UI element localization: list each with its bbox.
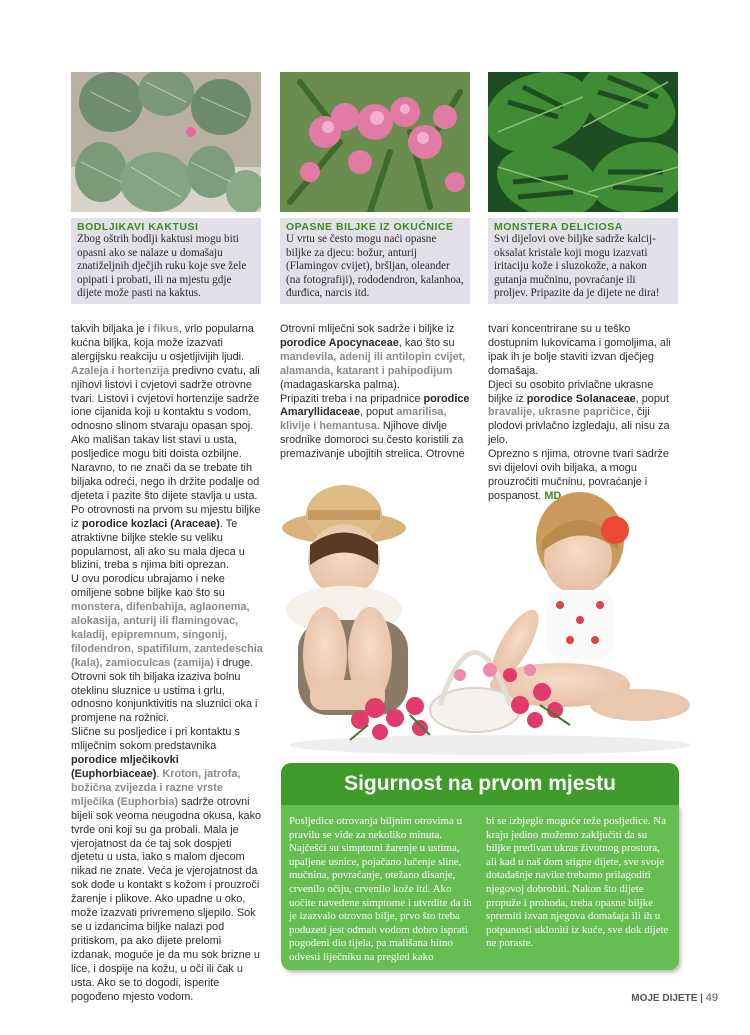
children-photo [280, 470, 700, 755]
paragraph [71, 726, 263, 1004]
text: Otrovni mliječni sok sadrže i biljke iz [280, 323, 455, 335]
safety-box-left-column: Posljedice otrovanja biljnim otrovima u pravilu se vide za nekoliko minuta. Najčešći su simptomi žarenje u ustima, upaljene usnice, pojačano lučenje sline, mučnina, povraćanje, otežano disanje, crvenilo očiju, crvenilo kože itd. Ako uočite navedene simptome i utvrdite da ih je izazvalo otrovno bilje, prvo što treba poduzeti jest odmah vodom dobro isprati pogođeni dio tijela, pa mališana hitno odvesti liječniku na pregled kako [289, 815, 472, 963]
highlight: monstera, difenbahija, aglaonema, alokasija, anturij ili flamingovac, kaladij, epipremnum, singonij, filodendron, spatifilum, zantedeschia (kala), zamioculcas (zamija) [71, 601, 263, 669]
text: Oprezno s njima, otrovne tvari sadrže svi dijelovi ovih biljaka, a mogu prouzročiti mučninu, povraćanje i pospanost. [488, 448, 669, 502]
text: Pripaziti treba i na pripadnice [280, 392, 424, 405]
oleander-photo [280, 72, 470, 212]
paragraph [280, 393, 470, 463]
text: (madagaskarska palma). [280, 378, 400, 391]
highlight: bravalije, ukrasne papričice [488, 406, 631, 419]
text: . [156, 768, 163, 780]
highlight: Kroton, jatrofa, božična zvijezda i razne vrste mlječika (Euphorbia) [71, 768, 241, 808]
article-column-2 [280, 323, 470, 462]
paragraph [71, 323, 263, 365]
highlight: mandevila, adenij ili antilopin cvijet, alamanda, katarant i pahipodijum [280, 350, 466, 377]
text: U ovu porodicu ubrajamo i neke omiljene sobne biljke kao što su [71, 573, 225, 600]
text: , vrlo popularna kućna biljka, koja može izazvati alergijsku reakciju u osjetljivijih ljudi. [71, 323, 254, 363]
safety-box-right-column: bi se izbjegle moguće teže posljedice. Na kraju jedino možemo zaključiti da su biljke predivan ukras životnog prostora, ali kad u naš dom stigne dijete, sve svoje dotadašnje navike trebamo prilagoditi njegovoj dobrobiti. Nakon što dijete propuže i prohoda, treba opasne biljke spremiti izvan njegova domašaja ili ih u potpunosti ukloniti iz kuće, sve dok dijete ne poraste. [486, 815, 669, 950]
bold-term: porodice Solanaceae [526, 392, 636, 405]
safety-box [281, 805, 679, 970]
page-footer [631, 992, 718, 1004]
paragraph [71, 504, 263, 574]
monstera-photo [488, 72, 678, 212]
text: , kao što su [398, 336, 455, 349]
text: sadrže otrovni bijeli sok veoma neugodna okusa, kako tvrde oni koji su ga probali. Mala je vjerojatnost da će taj sok dospjeti djetetu u usta, iako s malom djecom nikad ne znate. Veća je vjerojatnost da sok dođe u kontakt s kožom i prouzroči žarenje i plikove. Ako upadne u oko, može izazvati privremeno sljepilo. Sok se u izdancima biljke nalazi pod pritiskom, pa ako dijete prelomi izdanak, moguće je da mu sok brizne u lice, i dospije na kožu, u oči ili čak u usta. Ako se to dogodi, isperite pogođeno mjesto vodom. [71, 795, 262, 1003]
bold-term: porodice Apocynaceae [280, 336, 399, 349]
bold-term: porodice mlječikovki (Euphorbiaceae) [71, 754, 179, 780]
magazine-name: MOJE DIJETE [631, 993, 698, 1004]
caption-cactus [71, 218, 261, 304]
text: i druge. Otrovni sok tih biljaka izaziva bolnu oteklinu sluznice u ustima i grlu, odnosno konjunktivitis na sluznici oka i promjene na rožnici. [71, 656, 258, 725]
caption-text: Svi dijelovi ove biljke sadrže kalcij-oksalat kristale koji mogu izazvati iritaciju kože i sluzokože, a nakon gutanja mučninu, povraćanje ili proljev. Pripazite da je dijete ne dira! [494, 233, 660, 300]
text: Slične su posljedice i pri kontaktu s mliječnim sokom predstavnika [71, 726, 240, 753]
text: predivno cvatu, ali njihovi listovi i cvjetovi sadrže otrovne tvari. Listovi i cvjetovi hortenzije sadrže ione cijanida koji u kontaktu s vodom, odnosno slinom stvaraju opasan spoj. Ako mališan takav list stavi u usta, posljedice mogu biti doista ozbiljne. Naravno, to ne znači da se trebate tih biljaka odreći, nego ih držite podalje od djeteta i pazite što dijete stavlja u usta. [71, 364, 260, 502]
paragraph [71, 365, 263, 504]
caption-title: MONSTERA DELICIOSA [494, 221, 623, 233]
text: . Njihove divlje srodnike domoroci su često koristili za premazivanje ubojitih strelica. Otrovne [280, 420, 465, 461]
caption-text: U vrtu se često mogu naći opasne biljke za djecu: božur, anturij (Flamingov cvijet), bršljan, oleander (na fotografiji), rododendron, kalanhoa, đurđica, narcis itd. [286, 233, 464, 300]
paragraph [71, 573, 263, 726]
footer-divider: | [700, 993, 706, 1004]
text: , poput [359, 406, 397, 419]
caption-title: BODLJIKAVI KAKTUSI [77, 221, 199, 233]
text: . Te atraktivne biljke stekle su veliku popularnost, ali ako su mala djeca u blizini, treba s njima biti oprezan. [71, 517, 245, 572]
text: Po otrovnosti na prvom su mjestu biljke iz [71, 503, 261, 530]
bold-term: porodice kozlaci (Araceae) [81, 517, 220, 530]
text: Djeci su osobito privlačne ukrasne biljke iz [488, 378, 654, 405]
article-column-1 [71, 323, 263, 1004]
caption-title: OPASNE BILJKE IZ OKUĆNICE [286, 221, 454, 233]
paragraph [280, 323, 470, 393]
cactus-photo [71, 72, 261, 212]
highlight: amarilisa, klivije i hemantusa [280, 406, 447, 433]
author-signature: MD [544, 489, 562, 502]
highlight: fikus [153, 323, 179, 335]
paragraph [488, 379, 678, 449]
text: takvih biljaka je i [71, 323, 154, 335]
bold-term: porodice Amaryllidaceae [280, 392, 470, 419]
safety-box-title: Sigurnost na prvom mjestu [281, 763, 679, 805]
caption-garden [280, 218, 470, 304]
highlight: Azaleja i hortenzija [71, 364, 170, 377]
paragraph: tvari koncentrirane su u teško dostupnim lukovicama i gomoljima, ali ipak ih je bolje staviti izvan dječjeg domašaja. [488, 323, 671, 377]
text: , čiji plodovi privlačno izgledaju, ali nisu za jelo. [488, 406, 670, 447]
caption-text: Zbog oštrih bodlji kaktusi mogu biti opasni ako se nalaze u domašaju znatiželjnih dječjih ruku koje sve žele opipati i probati, ili na mjestu gdje dijete može pasti na kaktus. [77, 233, 247, 300]
caption-monstera [488, 218, 678, 304]
text: , poput [635, 392, 669, 405]
page-number: 49 [705, 992, 718, 1004]
